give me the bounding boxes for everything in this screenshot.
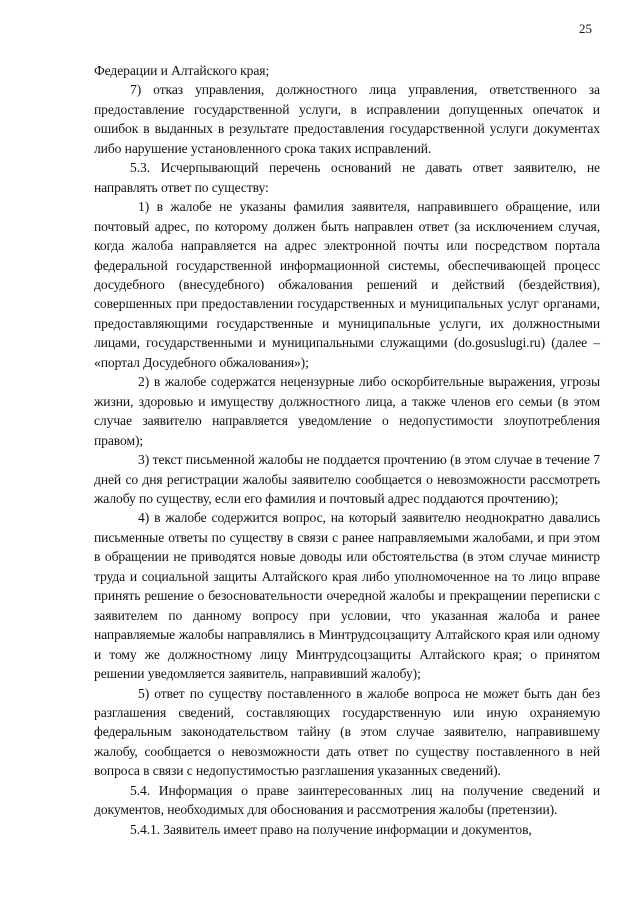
paragraph-section-5-4: 5.4. Информация о праве заинтересованных лиц на получение сведений и документов, необходимых для обоснования и рассмотрения жалобы (претензии). [94, 782, 600, 818]
paragraph-section-5-3: 5.3. Исчерпывающий перечень оснований не давать ответ заявителю, не направлять ответ по существу: [94, 160, 600, 195]
paragraph-section-5-3-item-5: 5) ответ по существу поставленного в жалобе вопроса не может быть дан без разглашения сведений, составляющих государственную или иную охраняемую федеральным законодательством тайну (в этом случае заявителю, направившему жалобу, сообщается о невозможности дать ответ по существу поставленного в ней вопроса в связи с недопустимостью разглашения указанных сведений). [94, 685, 600, 779]
paragraph-section-5-3-item-2: 2) в жалобе содержатся нецензурные либо оскорбительные выражения, угрозы жизни, здоровью и имуществу должностного лица, а также членов его семьи (в этом случае заявителю направляется уведомление о недопустимости злоупотребления правом); [94, 374, 600, 448]
page-number: 25 [579, 21, 592, 36]
paragraph-section-5-3-item-1: 1) в жалобе не указаны фамилия заявителя, направившего обращение, или почтовый адрес, по которому должен быть направлен ответ (за исключением случая, когда жалоба направляется на адрес электронной почты или посредством портала федеральной государственной информационной системы, обеспечивающей процесс досудебного (внесудебного) обжалования решений и действий (бездействия), совершенных при предоставлении государственных и муниципальных услуг органами, предоставляющими государственные и муниципальные услуги, их должностными лицами, государственными и муниципальными служащими (do.gosuslugi.ru) (далее – «портал Досудебного обжалования»); [94, 199, 600, 370]
paragraph-section-5-4-1: 5.4.1. Заявитель имеет право на получение информации и документов, [130, 821, 532, 837]
paragraph-continuation: Федерации и Алтайского края; [94, 63, 270, 78]
paragraph-item-7: 7) отказ управления, должностного лица управления, ответственного за предоставление государственной услуги, в исправлении допущенных опечаток и ошибок в выданных в результате предоставления государственной услуги документах либо нарушение установленного срока таких исправлений. [94, 82, 600, 156]
paragraph-section-5-3-item-4: 4) в жалобе содержится вопрос, на который заявителю неоднократно давались письменные ответы по существу в связи с ранее направляемыми жалобами, и при этом в обращении не приводятся новые доводы или обстоятельства (в этом случае министр труда и социальной защиты Алтайского края либо уполномоченное на то лицо вправе принять решение о безосновательности очередной жалобы и прекращении переписки с заявителем по данному вопросу при условии, что указанная жалоба и ранее направляемые жалобы направлялись в Минтрудсоцзащиту Алтайского края или одному и тому же должностному лицу Минтрудсоцзащиты Алтайского края; о принятом решении уведомляется заявитель, направивший жалобу); [94, 510, 600, 682]
document-body [94, 61, 600, 839]
paragraph-section-5-3-item-3: 3) текст письменной жалобы не поддается прочтению (в этом случае в течение 7 дней со дня регистрации жалобы заявителю сообщается о невозможности рассмотреть жалобу по существу, если его фамилия и почтовый адрес поддаются прочтению); [94, 452, 600, 506]
